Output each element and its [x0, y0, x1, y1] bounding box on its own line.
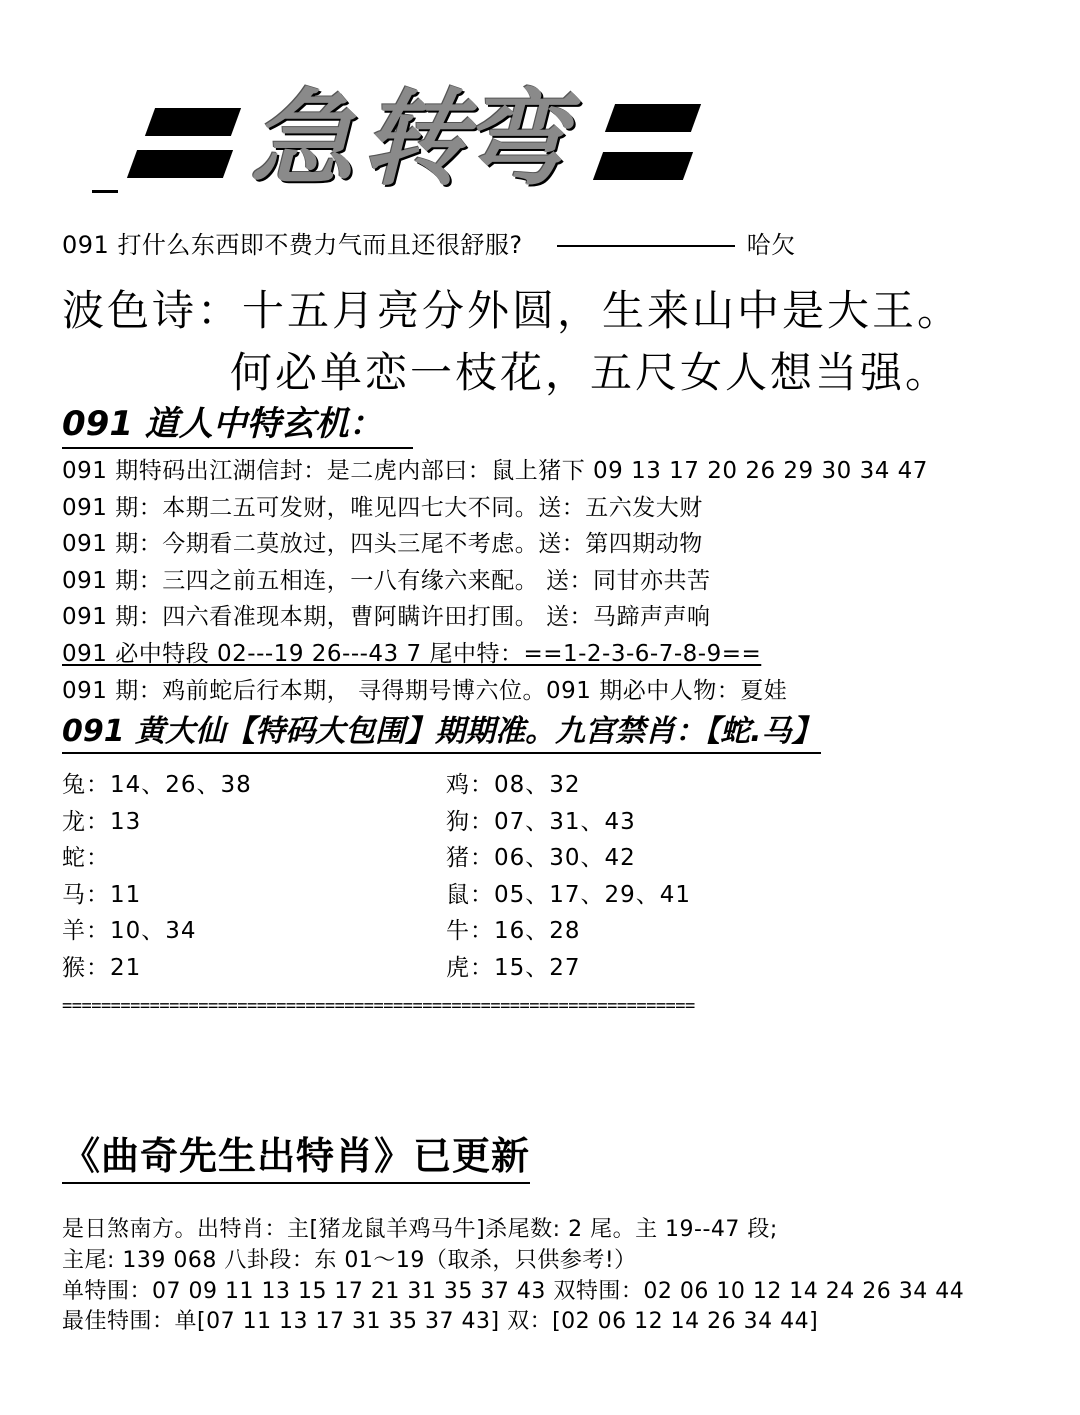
zodiac-right-2: 狗：07、31、43 — [446, 809, 636, 835]
zodiac-left-5: 羊：10、34 — [62, 918, 197, 944]
zodiac-right-5: 牛：16、28 — [446, 918, 581, 944]
zodiac-left-4: 马：11 — [62, 882, 142, 908]
zodiac-right-6: 虎：15、27 — [446, 955, 581, 981]
section1-line-6: 091 必中特段 02---19 26---43 7 尾中特：==1-2-3-6-7-8-9== — [62, 641, 762, 667]
zodiac-left-1: 兔：14、26、38 — [62, 772, 252, 798]
poem-line-1: 波色诗：十五月亮分外圆，生来山中是大王。 — [62, 286, 963, 335]
left-dash — [92, 190, 118, 193]
section3-heading: 《曲奇先生出特肖》已更新 — [62, 1125, 530, 1184]
section3-line-4: 最佳特围：单[07 11 13 17 31 35 37 43] 双：[02 06 12 14 26 34 44] — [62, 1309, 819, 1334]
title-char-2: 转 — [362, 77, 467, 200]
title-char-1: 急 — [250, 77, 355, 200]
zodiac-left-6: 猴：21 — [62, 955, 142, 981]
right-stripe-bottom — [593, 152, 693, 180]
zodiac-right-1: 鸡：08、32 — [446, 772, 581, 798]
section2-heading: 091 黄大仙【特码大包围】期期准。九宫禁肖：【蛇.马】 — [62, 706, 821, 754]
title-char-3: 弯 — [462, 77, 567, 200]
section1-line-7: 091 期：鸡前蛇后行本期， 寻得期号博六位。091 期必中人物：夏娃 — [62, 678, 788, 704]
section1-line-4: 091 期：三四之前五相连，一八有缘六来配。 送：同甘亦共苦 — [62, 568, 711, 594]
section1-line-2: 091 期：本期二五可发财，唯见四七大不同。送：五六发大财 — [62, 495, 703, 521]
right-stripe-top — [605, 104, 701, 132]
zodiac-right-4: 鼠：05、17、29、41 — [446, 882, 692, 908]
riddle-dash — [557, 245, 735, 247]
title-banner — [0, 0, 1080, 210]
section3-line-2: 主尾: 139 068 八卦段：东 01～19（取杀，只供参考!） — [62, 1248, 637, 1273]
section1-heading: 091 道人中特玄机： — [62, 396, 413, 449]
section1-line-5: 091 期：四六看准现本期，曹阿瞒许田打围。 送：马蹄声声响 — [62, 604, 711, 630]
zodiac-left-2: 龙：13 — [62, 809, 142, 835]
riddle-answer: 哈欠 — [746, 231, 796, 259]
zodiac-left-3: 蛇： — [62, 845, 110, 871]
poem-line-2: 何必单恋一枝花，五尺女人想当强。 — [230, 348, 951, 397]
zodiac-right-3: 猪：06、30、42 — [446, 845, 636, 871]
section3-line-3: 单特围：07 09 11 13 15 17 21 31 35 37 43 双特围：02 06 10 12 14 24 26 34 44 — [62, 1279, 965, 1304]
section1-line-3: 091 期：今期看二莫放过，四头三尾不考虑。送：第四期动物 — [62, 531, 703, 557]
left-stripe-bottom — [127, 150, 233, 178]
section3-line-1: 是日煞南方。出特肖：主[猪龙鼠羊鸡马牛]杀尾数: 2 尾。主 19--47 段; — [62, 1217, 778, 1242]
section1-line-1: 091 期特码出江湖信封：是二虎内部曰：鼠上猪下 09 13 17 20 26 29 30 34 47 — [62, 458, 928, 484]
riddle-line — [62, 225, 796, 260]
divider-line: ================================================================= — [62, 996, 695, 1016]
left-stripe-top — [145, 108, 241, 136]
riddle-question: 091 打什么东西即不费力气而且还很舒服? — [62, 231, 523, 259]
